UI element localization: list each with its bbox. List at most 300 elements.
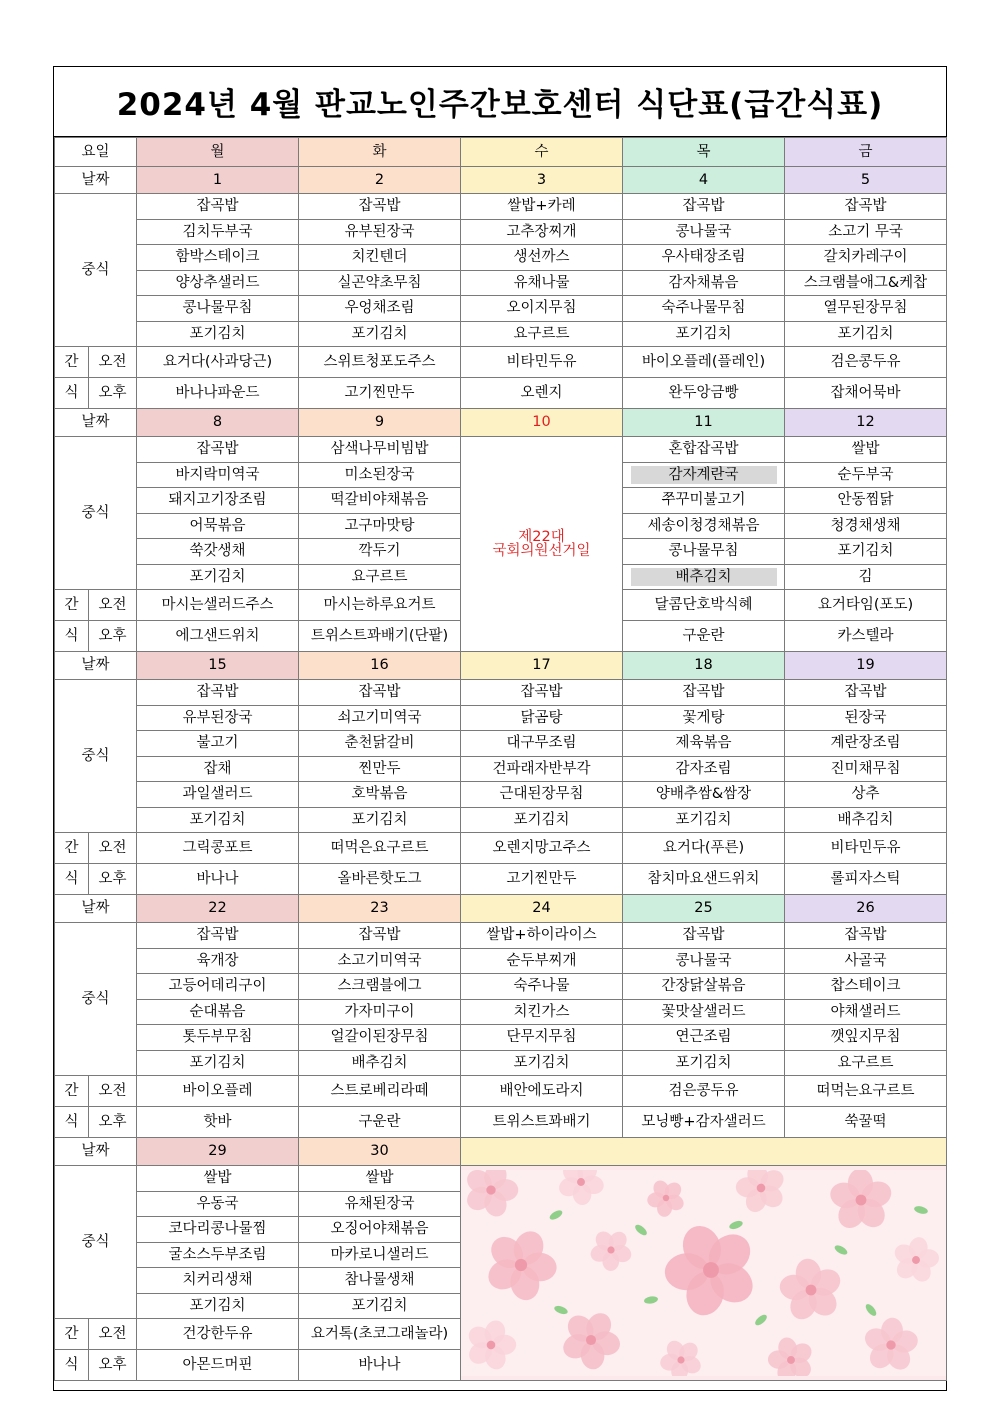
menu-item-text: 쑥갓생채 (189, 543, 246, 559)
snack-pm-label: 오후 (89, 621, 137, 652)
snack-am-item: 검은콩두유 (785, 347, 947, 378)
date-cell: 3 (461, 167, 623, 194)
menu-item-text: 순두부찌개 (506, 952, 577, 969)
menu-item (785, 974, 947, 1000)
menu-item (137, 731, 299, 757)
snack-pm-item: 구운란 (299, 1107, 461, 1138)
date-cell: 8 (137, 409, 299, 437)
menu-item (299, 974, 461, 1000)
menu-item (299, 270, 461, 296)
menu-item (785, 1050, 947, 1076)
snack-pm-item: 모닝빵+감자샐러드 (623, 1107, 785, 1138)
date-label: 날짜 (55, 1138, 137, 1166)
menu-item-text: 소고기 무국 (828, 223, 903, 240)
menu-item-text: 치킨텐더 (351, 249, 408, 265)
menu-item (785, 437, 947, 463)
menu-item (623, 513, 785, 539)
snack-am-item: 요거타임(포도) (785, 590, 947, 621)
date-cell: 24 (461, 895, 623, 923)
menu-item-text: 호박볶음 (351, 786, 408, 802)
menu-item-text: 생선까스 (513, 249, 570, 265)
date-cell: 15 (137, 652, 299, 680)
menu-item (137, 321, 299, 347)
menu-item-text: 요구르트 (351, 568, 408, 585)
menu-item (299, 680, 461, 706)
snack-pm-item: 트위스트꽈배기 (461, 1107, 623, 1138)
menu-item-text: 콩나물국 (675, 952, 732, 969)
menu-item-text: 계란장조림 (830, 735, 901, 751)
menu-item-text: 포기김치 (189, 1054, 246, 1071)
menu-item-text: 포기김치 (675, 325, 732, 342)
menu-item-text: 찹스테이크 (830, 978, 901, 994)
snack-am-label: 오전 (89, 590, 137, 621)
menu-item-text: 배추김치 (351, 1054, 408, 1071)
snack-label-2: 식 (55, 1350, 89, 1381)
menu-item-text: 포기김치 (675, 1054, 732, 1071)
menu-item-text: 잡곡밥 (682, 198, 725, 214)
menu-item-text: 안동찜닭 (837, 492, 894, 508)
snack-pm-label: 오후 (89, 1350, 137, 1381)
menu-item (299, 807, 461, 833)
snack-pm-item: 바나나 (137, 864, 299, 895)
menu-item (785, 513, 947, 539)
snack-am-item: 요거톡(초코그래놀라) (299, 1319, 461, 1350)
snack-pm-item: 롤피자스틱 (785, 864, 947, 895)
menu-item (137, 513, 299, 539)
snack-pm-item: 올바른핫도그 (299, 864, 461, 895)
menu-item-text: 잡곡밥 (358, 684, 401, 700)
menu-item (623, 462, 785, 488)
menu-item (461, 705, 623, 731)
menu-item (299, 1268, 461, 1294)
snack-am-item: 비타민두유 (461, 347, 623, 378)
weekday-2: 수 (461, 138, 623, 167)
menu-item-text: 배추김치 (837, 811, 894, 828)
menu-item-text: 참나물생채 (344, 1272, 415, 1288)
menu-item (137, 1191, 299, 1217)
snack-label-1: 간 (55, 590, 89, 621)
menu-item-text: 쌀밥 (365, 1170, 394, 1186)
menu-item (299, 1166, 461, 1192)
snack-pm-item: 핫바 (137, 1107, 299, 1138)
menu-item-text: 꽃맛살샐러드 (661, 1003, 746, 1020)
menu-item (299, 437, 461, 463)
holiday-line-2: 국회의원선거일 (492, 543, 591, 559)
menu-item-text: 우동국 (196, 1195, 239, 1212)
snack-label-1: 간 (55, 347, 89, 378)
menu-item (299, 245, 461, 271)
menu-item-text: 치커리생채 (182, 1272, 253, 1288)
menu-item (299, 1242, 461, 1268)
menu-item (137, 705, 299, 731)
snack-label-1: 간 (55, 833, 89, 864)
menu-item (299, 296, 461, 322)
menu-item-text: 소고기미역국 (337, 952, 422, 969)
snack-am-item: 마시는하루요거트 (299, 590, 461, 621)
menu-item-text: 잡곡밥 (196, 198, 239, 214)
menu-item-text: 스크램블에그 (337, 978, 422, 994)
snack-pm-label: 오후 (89, 378, 137, 409)
snack-pm-item: 고기찐만두 (299, 378, 461, 409)
snack-pm-item: 바나나파운드 (137, 378, 299, 409)
menu-item-text: 요구르트 (513, 325, 570, 342)
snack-am-item: 그릭콩포트 (137, 833, 299, 864)
snack-am-item: 바이오플레 (137, 1076, 299, 1107)
menu-item-text: 잡채 (203, 760, 232, 777)
snack-am-item: 검은콩두유 (623, 1076, 785, 1107)
snack-am-item: 마시는샐러드주스 (137, 590, 299, 621)
menu-item (137, 1166, 299, 1192)
menu-item-text: 바지락미역국 (175, 466, 260, 483)
menu-item (299, 564, 461, 590)
weekday-1: 화 (299, 138, 461, 167)
menu-item-text: 포기김치 (189, 811, 246, 828)
menu-item (623, 219, 785, 245)
date-cell: 16 (299, 652, 461, 680)
menu-item-text: 감자계란국 (631, 466, 777, 485)
date-cell: 26 (785, 895, 947, 923)
empty-date-cell (461, 1138, 947, 1166)
menu-item-text: 세송이청경채볶음 (647, 517, 760, 534)
menu-item-text: 진미채무침 (830, 760, 901, 777)
menu-item (623, 245, 785, 271)
menu-item (299, 1050, 461, 1076)
weekday-4: 금 (785, 138, 947, 167)
menu-item (623, 564, 785, 590)
menu-item (785, 296, 947, 322)
menu-item-text: 유채된장국 (344, 1195, 415, 1212)
weekday-label: 요일 (55, 138, 137, 167)
menu-item-text: 단무지무침 (506, 1029, 577, 1045)
menu-item-text: 콩나물국 (675, 223, 732, 240)
menu-item (785, 564, 947, 590)
snack-pm-item: 쑥꿀떡 (785, 1107, 947, 1138)
date-cell: 5 (785, 167, 947, 194)
date-cell: 2 (299, 167, 461, 194)
menu-item (137, 564, 299, 590)
menu-item-text: 된장국 (844, 709, 887, 726)
menu-item-text: 김치두부국 (182, 223, 253, 240)
date-cell: 30 (299, 1138, 461, 1166)
menu-item-text: 쌀밥 (851, 441, 880, 457)
menu-item (623, 1025, 785, 1051)
menu-item (785, 999, 947, 1025)
menu-item-text: 우엉채조림 (344, 300, 415, 316)
snack-am-item: 요거다(푸른) (623, 833, 785, 864)
menu-item (137, 1217, 299, 1243)
date-label: 날짜 (55, 409, 137, 437)
menu-item (299, 756, 461, 782)
menu-item-text: 삼색나무비빔밥 (330, 441, 429, 457)
snack-am-item: 달콤단호박식혜 (623, 590, 785, 621)
menu-item (461, 948, 623, 974)
menu-item-text: 대구무조림 (506, 735, 577, 751)
menu-item (137, 756, 299, 782)
menu-item-text: 쌀밥+하이라이스 (486, 927, 597, 943)
menu-item-text: 갈치카레구이 (823, 249, 908, 265)
snack-pm-item: 카스텔라 (785, 621, 947, 652)
menu-item-text: 쭈꾸미불고기 (661, 492, 746, 508)
menu-item-text: 숙주나물 (513, 978, 570, 994)
lunch-label: 중식 (55, 1166, 137, 1319)
menu-item-text: 톳두부무침 (182, 1029, 253, 1045)
menu-item (137, 948, 299, 974)
menu-item (785, 782, 947, 808)
menu-item-text: 유채나물 (513, 274, 570, 291)
menu-item (623, 705, 785, 731)
menu-item-text: 콩나물무침 (182, 300, 253, 316)
date-cell: 4 (623, 167, 785, 194)
date-label: 날짜 (55, 167, 137, 194)
date-cell: 19 (785, 652, 947, 680)
menu-item (137, 270, 299, 296)
menu-item (299, 462, 461, 488)
menu-item-text: 잡곡밥 (844, 198, 887, 214)
menu-item-text: 과일샐러드 (182, 786, 253, 802)
menu-item-text: 춘천닭갈비 (344, 735, 415, 751)
menu-item-text: 근대된장무침 (499, 786, 584, 802)
menu-item-text: 미소된장국 (344, 466, 415, 483)
date-cell: 10 (461, 409, 623, 437)
menu-item-text: 건파래자반부각 (492, 760, 591, 777)
menu-item (785, 462, 947, 488)
menu-item-text: 찐만두 (358, 760, 401, 777)
menu-item (461, 219, 623, 245)
menu-item (623, 270, 785, 296)
menu-item-text: 포기김치 (351, 1297, 408, 1314)
menu-item-text: 깻잎지무침 (830, 1029, 901, 1045)
menu-item (461, 782, 623, 808)
snack-pm-item: 에그샌드위치 (137, 621, 299, 652)
snack-am-label: 오전 (89, 1319, 137, 1350)
menu-item-text: 함박스테이크 (175, 249, 260, 265)
weekday-0: 월 (137, 138, 299, 167)
menu-item (137, 1268, 299, 1294)
menu-item-text: 포기김치 (189, 325, 246, 342)
snack-pm-item: 트위스트꽈배기(단팥) (299, 621, 461, 652)
menu-item (137, 782, 299, 808)
menu-item-text: 포기김치 (513, 811, 570, 828)
menu-item-text: 잡곡밥 (682, 684, 725, 700)
snack-am-item: 오렌지망고주스 (461, 833, 623, 864)
menu-item-text: 닭곰탕 (520, 709, 563, 726)
date-cell: 29 (137, 1138, 299, 1166)
menu-item (137, 1050, 299, 1076)
menu-item-text: 오징어야채볶음 (330, 1221, 429, 1237)
menu-item (299, 194, 461, 220)
menu-item-text: 배추김치 (631, 568, 777, 587)
snack-am-label: 오전 (89, 833, 137, 864)
menu-item-text: 간장닭살볶음 (661, 978, 746, 994)
menu-item (299, 782, 461, 808)
menu-item-text: 열무된장무침 (823, 300, 908, 316)
menu-item (137, 680, 299, 706)
menu-item (785, 270, 947, 296)
menu-item (461, 756, 623, 782)
menu-item-text: 잡곡밥 (358, 198, 401, 214)
menu-item-text: 우사태장조림 (661, 249, 746, 265)
menu-item-text: 감자조림 (675, 760, 732, 777)
menu-item-text: 김 (858, 568, 873, 585)
menu-item-text: 숙주나물무침 (661, 300, 746, 316)
date-cell: 22 (137, 895, 299, 923)
menu-item-text: 고구마맛탕 (344, 517, 415, 534)
menu-item (137, 923, 299, 949)
menu-item-text: 포기김치 (351, 811, 408, 828)
menu-item (623, 1050, 785, 1076)
menu-item (299, 1025, 461, 1051)
snack-label-1: 간 (55, 1076, 89, 1107)
menu-item (623, 321, 785, 347)
menu-item (461, 807, 623, 833)
menu-item (785, 488, 947, 514)
menu-item (785, 756, 947, 782)
menu-item (785, 219, 947, 245)
lunch-label: 중식 (55, 194, 137, 347)
snack-pm-label: 오후 (89, 1107, 137, 1138)
date-cell: 11 (623, 409, 785, 437)
menu-item (137, 999, 299, 1025)
snack-am-item: 배안에도라지 (461, 1076, 623, 1107)
menu-item (623, 296, 785, 322)
menu-item (299, 219, 461, 245)
menu-item-text: 꽃게탕 (682, 709, 725, 726)
menu-item-text: 어묵볶음 (189, 517, 246, 534)
menu-item-text: 콩나물무침 (668, 543, 739, 559)
snack-am-label: 오전 (89, 1076, 137, 1107)
snack-pm-label: 오후 (89, 864, 137, 895)
menu-item (137, 1293, 299, 1319)
snack-am-item: 요거다(사과당근) (137, 347, 299, 378)
menu-item (461, 245, 623, 271)
weekday-3: 목 (623, 138, 785, 167)
menu-item (299, 321, 461, 347)
menu-item-text: 굴소스두부조림 (168, 1246, 267, 1263)
menu-item-text: 코다리콩나물찜 (168, 1221, 267, 1237)
menu-item-text: 잡곡밥 (520, 684, 563, 700)
snack-am-item: 떠먹은요구르트 (299, 833, 461, 864)
menu-item (137, 1242, 299, 1268)
date-cell: 1 (137, 167, 299, 194)
menu-item (461, 1050, 623, 1076)
snack-pm-item: 참치마요샌드위치 (623, 864, 785, 895)
menu-item-text: 고등어데리구이 (168, 978, 267, 994)
menu-item (623, 756, 785, 782)
menu-item-text: 오이지무침 (506, 300, 577, 316)
menu-item-text: 마카로니샐러드 (330, 1246, 429, 1263)
cherry-blossom-decoration (461, 1166, 947, 1381)
menu-item-text: 잡곡밥 (844, 927, 887, 943)
menu-item-text: 요구르트 (837, 1054, 894, 1071)
menu-item (623, 948, 785, 974)
snack-label-2: 식 (55, 378, 89, 409)
date-cell: 12 (785, 409, 947, 437)
menu-item-text: 돼지고기장조림 (168, 492, 267, 508)
menu-item (461, 731, 623, 757)
cherry-blossom-illustration (461, 1170, 946, 1376)
holiday-cell (461, 437, 623, 652)
snack-pm-item: 아몬드머핀 (137, 1350, 299, 1381)
menu-item (785, 1025, 947, 1051)
menu-item-text: 잡곡밥 (196, 441, 239, 457)
menu-item (785, 948, 947, 974)
menu-item (299, 1217, 461, 1243)
snack-label-2: 식 (55, 1107, 89, 1138)
menu-item (461, 1025, 623, 1051)
menu-item (785, 731, 947, 757)
menu-item-text: 유부된장국 (182, 709, 253, 726)
menu-item-text: 쇠고기미역국 (337, 709, 422, 726)
menu-item (461, 974, 623, 1000)
menu-item (623, 488, 785, 514)
menu-item (461, 270, 623, 296)
menu-item (299, 1293, 461, 1319)
snack-pm-item: 바나나 (299, 1350, 461, 1381)
date-cell: 18 (623, 652, 785, 680)
menu-item-text: 잡곡밥 (196, 684, 239, 700)
menu-item-text: 순두부국 (837, 466, 894, 483)
menu-item-text: 잡곡밥 (358, 927, 401, 943)
menu-item-text: 청경채생채 (830, 517, 901, 534)
menu-item-text: 쌀밥 (203, 1170, 232, 1186)
menu-item (299, 513, 461, 539)
date-cell: 17 (461, 652, 623, 680)
menu-item-text: 혼합잡곡밥 (668, 441, 739, 457)
menu-item (461, 680, 623, 706)
menu-item (623, 731, 785, 757)
snack-pm-item: 잡채어묵바 (785, 378, 947, 409)
snack-pm-item: 고기찐만두 (461, 864, 623, 895)
menu-item-text: 양상추샐러드 (175, 274, 260, 291)
menu-sheet (53, 66, 947, 1391)
menu-item-text: 잡곡밥 (844, 684, 887, 700)
menu-item (785, 705, 947, 731)
menu-item (785, 539, 947, 565)
lunch-label: 중식 (55, 437, 137, 590)
menu-item (461, 321, 623, 347)
menu-item-text: 포기김치 (675, 811, 732, 828)
menu-item (785, 680, 947, 706)
menu-item (623, 539, 785, 565)
menu-item-text: 연근조림 (675, 1029, 732, 1045)
snack-pm-item: 오렌지 (461, 378, 623, 409)
menu-item-text: 떡갈비야채볶음 (330, 492, 429, 508)
menu-item (137, 245, 299, 271)
menu-item (623, 807, 785, 833)
snack-label-2: 식 (55, 621, 89, 652)
menu-item-text: 포기김치 (351, 325, 408, 342)
holiday-line-1: 제22대 (518, 528, 565, 545)
menu-item (461, 296, 623, 322)
snack-am-item: 바이오플레(플레인) (623, 347, 785, 378)
menu-item-text: 가자미구이 (344, 1003, 415, 1020)
snack-label-2: 식 (55, 864, 89, 895)
menu-item (137, 296, 299, 322)
menu-item (137, 437, 299, 463)
menu-item-text: 포기김치 (837, 543, 894, 559)
menu-item-text: 육개장 (196, 952, 239, 969)
menu-item (461, 999, 623, 1025)
menu-item-text: 깍두기 (358, 543, 401, 559)
menu-item (623, 680, 785, 706)
menu-item-text: 양배추쌈&쌈장 (655, 786, 752, 802)
menu-item (299, 1191, 461, 1217)
menu-item (137, 974, 299, 1000)
menu-item (461, 923, 623, 949)
menu-item-text: 불고기 (196, 735, 239, 751)
snack-am-item: 떠먹는요구르트 (785, 1076, 947, 1107)
menu-item-text: 포기김치 (189, 1297, 246, 1314)
